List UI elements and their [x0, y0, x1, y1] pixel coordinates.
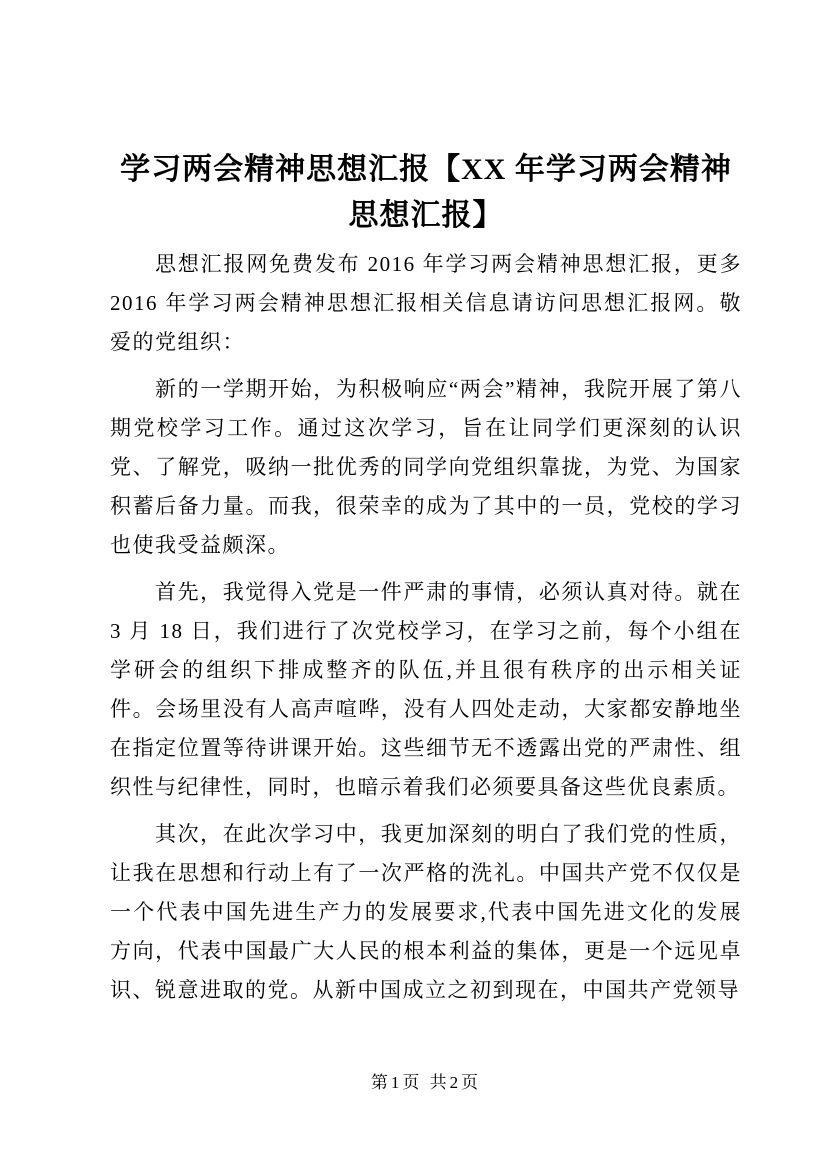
document-body — [110, 245, 742, 1010]
paragraph-second-point: 其次，在此次学习中，我更加深刻的明白了我们党的性质，让我在思想和行动上有了一次严格的洗礼。中国共产党不仅仅是一个代表中国先进生产力的发展要求,代表中国先进文化的发展方向，代表中国最广大人民的根本利益的集体，更是一个远见卓识、锐意进取的党。从新中国成立之初到现在，中国共产党领导 — [110, 822, 742, 1002]
title-line-1: 学习两会精神思想汇报【XX 年学习两会精神 — [120, 153, 732, 186]
document-title — [110, 147, 742, 239]
paragraph-intro: 思想汇报网免费发布 2016 年学习两会精神思想汇报，更多 2016 年学习两会精神思想汇报相关信息请访问思想汇报网。敬爱的党组织： — [110, 252, 742, 354]
page-number-footer: 第1页 共2页 — [370, 1073, 482, 1092]
document-content — [110, 0, 742, 1018]
title-line-2: 思想汇报】 — [348, 199, 504, 232]
paragraph-first-point: 首先，我觉得入党是一件严肃的事情，必须认真对待。就在 3 月 18 日，我们进行了次党校学习，在学习之前，每个小组在学研会的组织下排成整齐的队伍,并且很有秩序的出示相关证件。会场里没有人高声喧哗，没有人四处走动，大家都安静地坐在指定位置等待讲课开始。这些细节无不透露出党的严肃性、组织性与纪律性，同时，也暗示着我们必须要具备这些优良素质。 — [110, 580, 742, 799]
paragraph-new-semester: 新的一学期开始，为积极响应“两会”精神，我院开展了第八期党校学习工作。通过这次学习，旨在让同学们更深刻的认识党、了解党，吸纳一批优秀的同学向党组织靠拢，为党、为国家积蓄后备力量。而我，很荣幸的成为了其中的一员，党校的学习也使我受益颇深。 — [110, 377, 742, 557]
